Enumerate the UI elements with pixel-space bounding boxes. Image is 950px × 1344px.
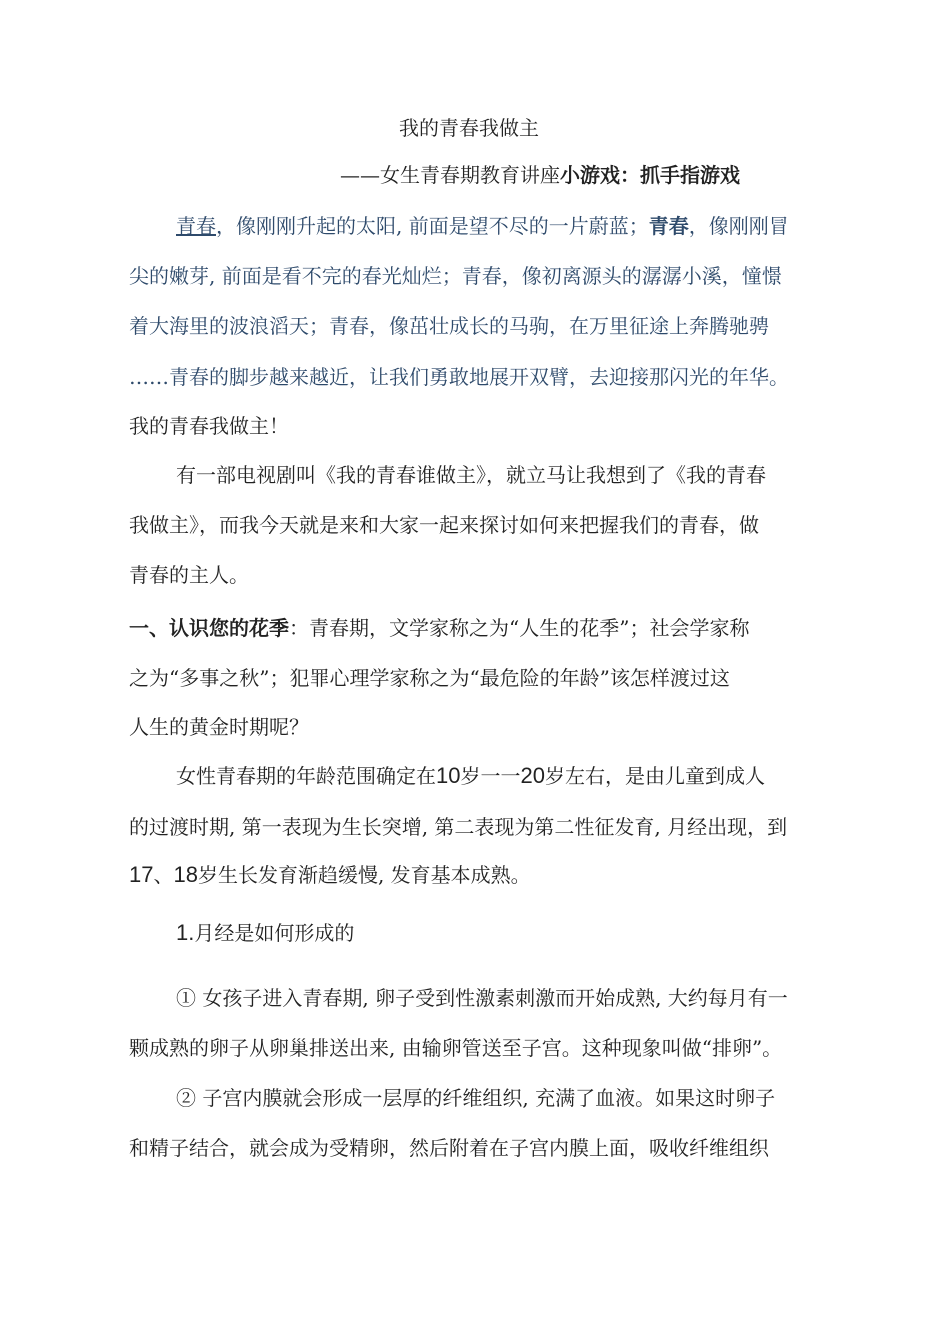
item1-number: 1.	[176, 920, 195, 945]
para3-text: 岁生长发育渐趋缓慢, 发育基本成熟。	[197, 863, 531, 887]
point2-line-2: 和精子结合，就会成为受精卵，然后附着在子宫内膜上面，吸收纤维组织	[129, 1136, 769, 1160]
para2-line-3: 青春的主人。	[129, 563, 249, 587]
intro-keyword-bold: 青春	[648, 214, 689, 238]
para2-line-2: 我做主》，而我今天就是来和大家一起来探讨如何来把握我们的青春，做	[129, 513, 759, 537]
para3-line-2: 的过渡时期, 第一表现为生长突增, 第二表现为第二性征发育, 月经出现，到	[129, 815, 788, 839]
para3-number: 18	[173, 862, 198, 887]
intro-line-2: 尖的嫩芽, 前面是看不完的春光灿烂；青春，像初离源头的潺潺小溪，憧憬	[129, 264, 782, 288]
intro-keyword: 青春	[176, 214, 216, 238]
intro-line-1	[176, 213, 789, 239]
para3-number: 17	[129, 862, 154, 887]
para3-number: 10	[436, 763, 461, 788]
section1-heading: 一、认识您的花季	[129, 616, 289, 640]
para3-line-3	[129, 862, 531, 888]
para3-line-1	[176, 763, 765, 789]
point1-line-2: 颗成熟的卵子从卵巢排送出来, 由输卵管送至子宫。这种现象叫做“排卵”。	[129, 1036, 783, 1060]
subtitle-prefix: ——女生青春期教育讲座	[340, 163, 560, 187]
intro-line-5: 我的青春我做主！	[129, 414, 289, 438]
section1-line-3: 人生的黄金时期呢？	[129, 715, 309, 739]
item1-heading	[176, 920, 354, 946]
section1-text: ：青春期，文学家称之为“人生的花季”；社会学家称	[289, 616, 750, 640]
para3-text: 、	[153, 863, 174, 887]
item1-text: 月经是如何形成的	[194, 921, 355, 945]
section1-line-2: 之为“多事之秋”；犯罪心理学家称之为“最危险的年龄”该怎样渡过这	[129, 666, 730, 690]
subtitle-game: 小游戏：抓手指游戏	[560, 163, 740, 187]
intro-line-3: 着大海里的波浪滔天；青春，像茁壮成长的马驹，在万里征途上奔腾驰骋	[129, 314, 769, 338]
intro-line-4: ……青春的脚步越来越近，让我们勇敢地展开双臂，去迎接那闪光的年华。	[129, 365, 789, 389]
point1-line-1: ① 女孩子进入青春期, 卵子受到性激素刺激而开始成熟, 大约每月有一	[176, 986, 788, 1010]
para3-text: 岁一一	[460, 764, 521, 788]
para3-text: 岁左右，是由儿童到成人	[544, 764, 765, 788]
page-title: 我的青春我做主	[399, 116, 539, 140]
section1-line-1	[129, 615, 749, 641]
intro-text: ，像刚刚冒	[688, 214, 789, 238]
para2-line-1: 有一部电视剧叫《我的青春谁做主》，就立马让我想到了《我的青春	[176, 463, 766, 487]
intro-text: ，像刚刚升起的太阳, 前面是望不尽的一片蔚蓝；	[216, 214, 649, 238]
para3-text: 女性青春期的年龄范围确定在	[176, 764, 436, 788]
point2-line-1: ② 子宫内膜就会形成一层厚的纤维组织, 充满了血液。如果这时卵子	[176, 1086, 776, 1110]
page-subtitle	[340, 162, 740, 188]
para3-number: 20	[520, 763, 545, 788]
